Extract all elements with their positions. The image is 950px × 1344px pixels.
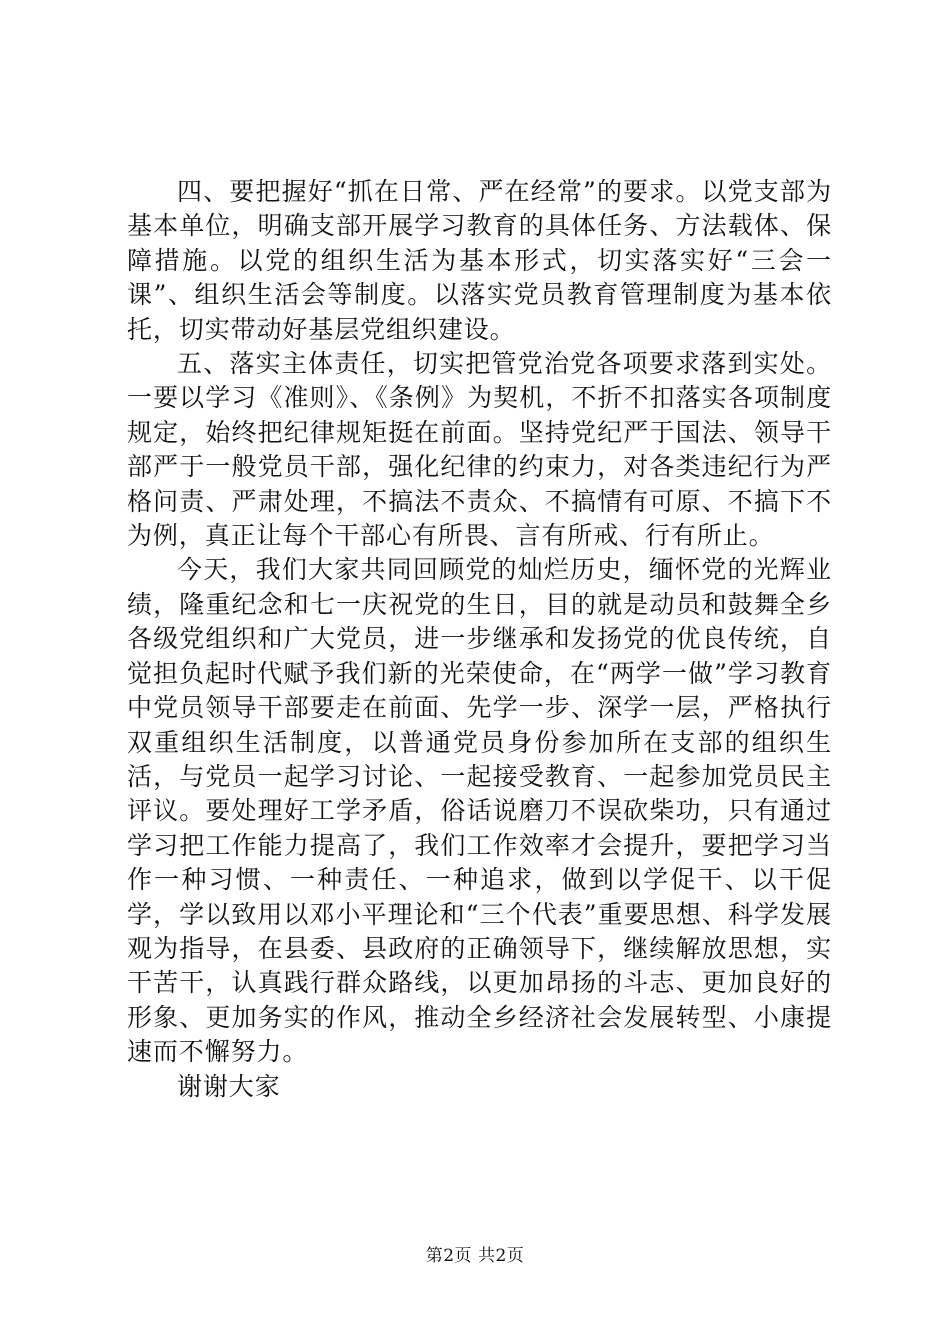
paragraph-thanks: 谢谢大家 bbox=[177, 1071, 281, 1101]
paragraph-today: 今天，我们大家共同回顾党的灿烂历史，缅怀党的光辉业绩，隆重纪念和七一庆祝党的生日，目的就是动员和鼓舞全乡各级党组织和广大党员，进一步继承和发扬党的优良传统，自觉担负起时代赋予我们新的光荣使命，在“两学一做”学习教育中党员领导干部要走在前面、先学一步、深学一层，严格执行双重组织生活制度，以普通党员身份参加所在支部的组织生活，与党员一起学习讨论、一起接受教育、一起参加党员民主评议。要处理好工学矛盾，俗话说磨刀不误砍柴功，只有通过学习把工作能力提高了，我们工作效率才会提升，要把学习当作一种习惯、一种责任、一种追求，做到以学促干、以干促学，学以致用以邓小平理论和“三个代表”重要思想、科学发展观为指导，在县委、县政府的正确领导下，继续解放思想，实干苦干，认真践行群众路线，以更加昂扬的斗志、更加良好的形象、更加务实的作风，推动全乡经济社会发展转型、小康提速而不懈努力。 bbox=[127, 555, 832, 1067]
paragraph-five: 五、落实主体责任，切实把管党治党各项要求落到实处。一要以学习《准则》、《条例》为契机，不折不扣落实各项制度规定，始终把纪律规矩挺在前面。坚持党纪严于国法、领导干部严于一般党员干部，强化纪律的约束力，对各类违纪行为严格问责、严肃处理，不搞法不责众、不搞情有可原、不搞下不为例，真正让每个干部心有所畏、言有所戒、行有所止。 bbox=[127, 349, 832, 551]
paragraph-four: 四、要把握好“抓在日常、严在经常”的要求。以党支部为基本单位，明确支部开展学习教育的具体任务、方法载体、保障措施。以党的组织生活为基本形式，切实落实好“三会一课”、组织生活会等制度。以落实党员教育管理制度为基本依托，切实带动好基层党组织建设。 bbox=[127, 177, 832, 344]
page-number-footer: 第2页 共2页 bbox=[425, 1246, 525, 1266]
document-body bbox=[127, 175, 832, 1104]
